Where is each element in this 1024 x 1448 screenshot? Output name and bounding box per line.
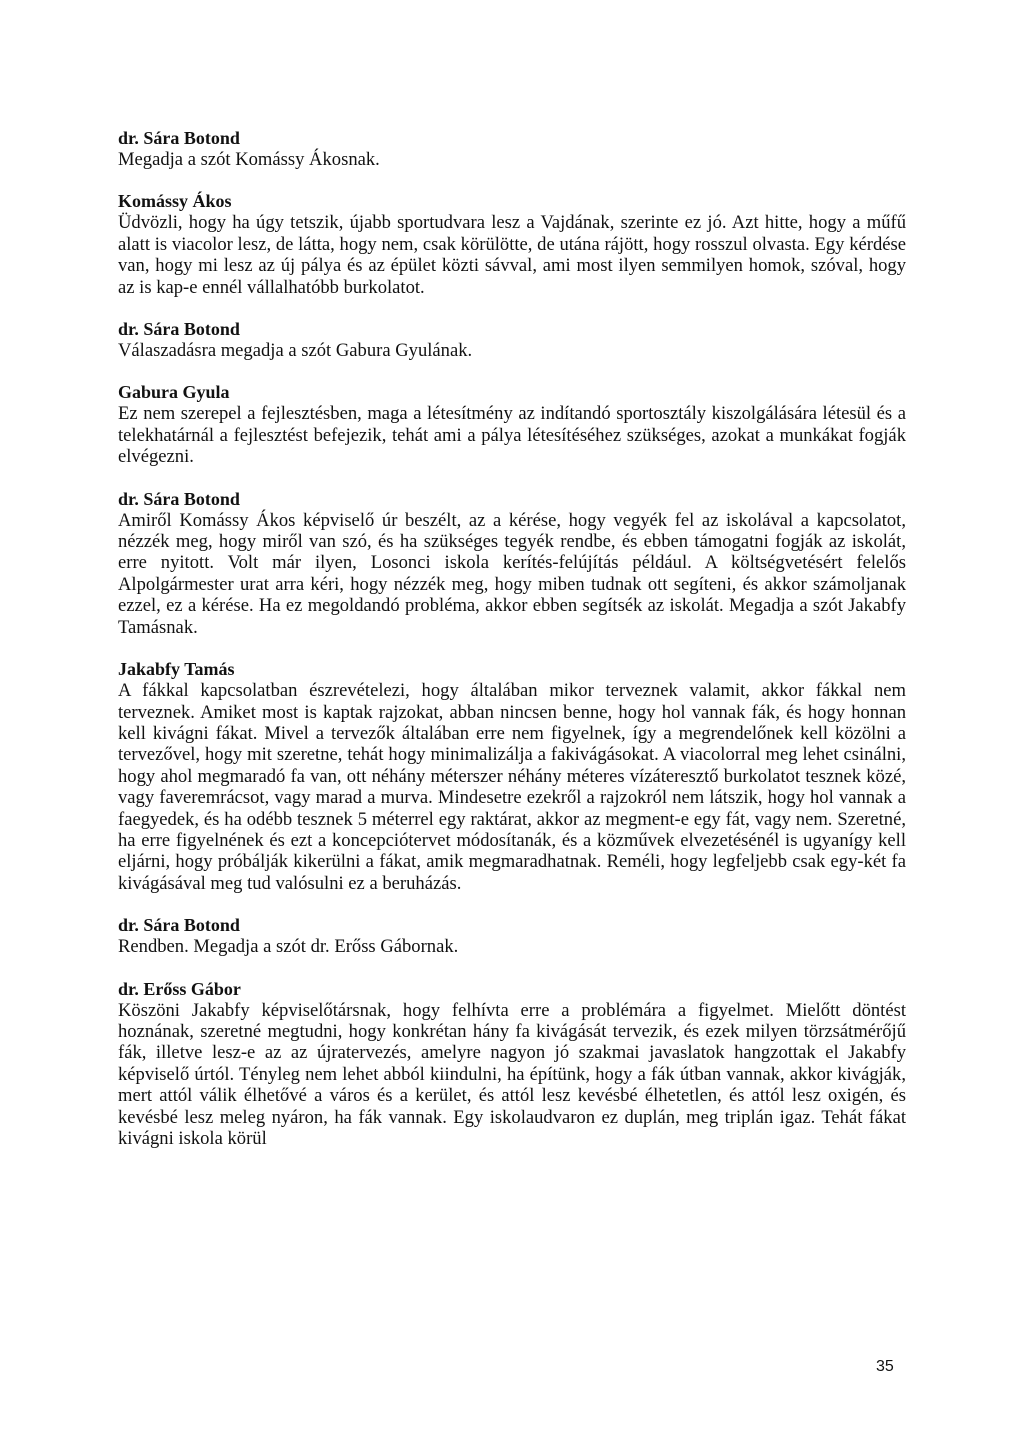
speaker-name: dr. Sára Botond bbox=[118, 488, 240, 509]
speech-block bbox=[118, 659, 906, 894]
speech-block bbox=[118, 489, 906, 638]
document-body bbox=[118, 128, 906, 1170]
speech-block bbox=[118, 128, 906, 170]
speaker-name: dr. Erőss Gábor bbox=[118, 978, 241, 999]
speaker-name: dr. Sára Botond bbox=[118, 128, 240, 148]
speaker-name: dr. Sára Botond bbox=[118, 319, 240, 340]
speech-text: Megadja a szót Komássy Ákosnak. bbox=[118, 149, 380, 170]
speech-block bbox=[118, 319, 906, 361]
speech-text: Rendben. Megadja a szót dr. Erőss Gábornak. bbox=[118, 936, 459, 958]
speech-block bbox=[118, 191, 906, 298]
speech-text: Válaszadásra megadja a szót Gabura Gyulának. bbox=[118, 340, 473, 362]
speaker-name: Gabura Gyula bbox=[118, 382, 230, 403]
speech-text: Amiről Komássy Ákos képviselő úr beszélt, az a kérése, hogy vegyék fel az iskolával a kapcsolatot, nézzék meg, hogy miről van szó, és ha szükséges tegyék rendbe, és ebben támogatni fogják az iskolát, erre nyitott. Volt már ilyen, Losonci iskola kerítés-felújítás például. A költségvetésért felelős Alpolgármester urat arra kéri, hogy nézzék meg, hogy miben tudnak ott segíteni, és akkor számoljanak ezzel, ez a kérése. Ha ez megoldandó probléma, akkor ebben segítsék az iskolát. Megadja a szót Jakabfy Tamásnak. bbox=[118, 509, 906, 638]
page-number: 35 bbox=[876, 1358, 894, 1375]
speaker-name: Jakabfy Tamás bbox=[118, 659, 235, 680]
speech-text: A fákkal kapcsolatban észrevételezi, hogy általában mikor terveznek valamit, akkor fákkal nem terveznek. Amiket most is kaptak rajzokat, abban nincsen benne, hogy hol vannak fák, és hogy honnan kell kivágni fákat. Mivel a tervezők általában erre nem figyelnek, így a megrendelőnek kell közölni a tervezővel, hogy mit szeretne, tehát hogy minimalizálja a fakivágásokat. A viacolorral meg lehet csinálni, hogy ahol megmaradó fa van, ott néhány méterszer néhány méteres vízáteresztő burkolatot tesznek közé, vagy faveremrácsot, vagy marad a murva. Mindesetre ezekről a rajzokról nem látszik, hogy hol vannak a faegyedek, és ha odébb tesznek 5 méterrel egy raktárat, akkor az megment-e egy fát, vagy nem. Szeretné, ha erre figyelnének és ezt a koncepciótervet módosítanák, és a közművek elvezetésénél is ugyanígy kell eljárni, hogy próbálják kikerülni a fákat, amik megmaradhatnak. Reméli, hogy legfeljebb csak egy-két fa kivágásával meg tud valósulni ez a beruházás. bbox=[118, 680, 906, 894]
speaker-name: Komássy Ákos bbox=[118, 191, 232, 212]
speech-text: Üdvözli, hogy ha úgy tetszik, újabb sportudvara lesz a Vajdának, szerinte ez jó. Azt hitte, hogy a műfű alatt is viacolor lesz, de látta, hogy nem, csak körülötte, de utána rájött, hogy rosszul olvasta. Egy kérdése van, hogy mi lesz az új pálya és az épület közti sávval, ami most ilyen semmilyen homok, szóval, hogy az is kap-e ennél vállalhatóbb burkolatot. bbox=[118, 212, 906, 298]
speaker-name: dr. Sára Botond bbox=[118, 915, 240, 936]
speech-block bbox=[118, 915, 906, 957]
speech-block bbox=[118, 382, 906, 467]
speech-block bbox=[118, 979, 906, 1150]
speech-text: Ez nem szerepel a fejlesztésben, maga a létesítmény az indítandó sportosztály kiszolgálására létesül és a telekhatárnál a fejlesztést befejezik, tehát ami a pálya létesítéséhez szükséges, azokat a munkákat fogják elvégezni. bbox=[118, 403, 906, 468]
speech-text: Köszöni Jakabfy képviselőtársnak, hogy felhívta erre a problémára a figyelmet. Mielőtt döntést hoznának, szeretné megtudni, hogy konkrétan hány fa kivágását tervezik, és ezek milyen törzsátmérőjű fák, illetve lesz-e az az újratervezés, amelyre nagyon jó szakmai javaslatok hangzottak el Jakabfy képviselő úrtól. Tényleg nem lehet abból kiindulni, ha építünk, hogy a fák útban vannak, akkor kivágják, mert attól válik élhetővé a város és a kerület, és attól lesz kevésbé élhetetlen, és attól lesz oxigén, és kevésbé lesz meleg nyáron, ha fák vannak. Egy iskolaudvaron ez duplán, meg triplán igaz. Tehát fákat kivágni iskola körül bbox=[118, 999, 906, 1149]
